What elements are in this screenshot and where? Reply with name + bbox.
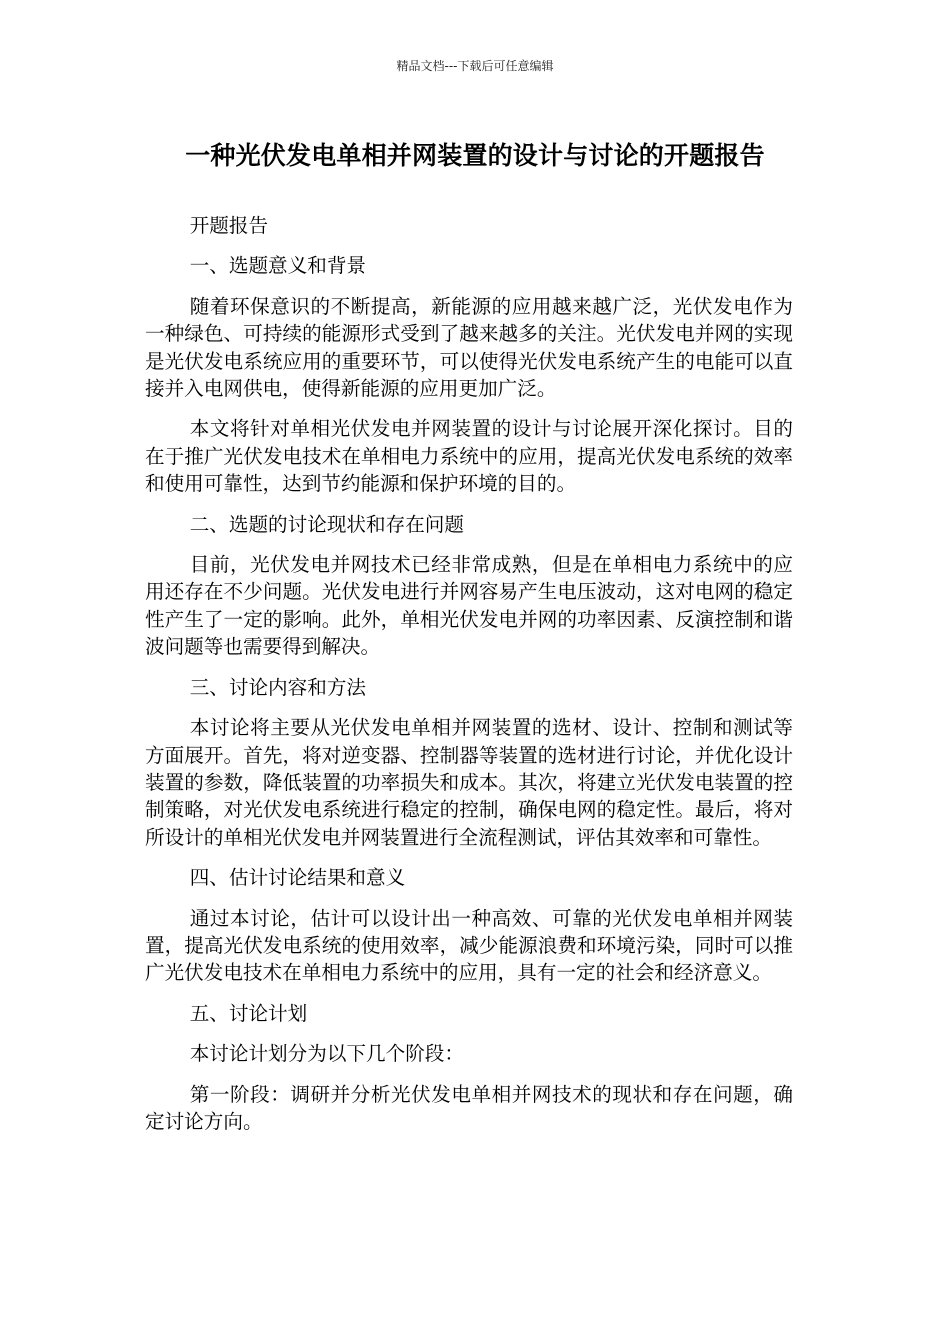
section-heading-5: 五、讨论计划 [189,1001,308,1025]
paragraph-phase-1: 第一阶段：调研并分析光伏发电单相并网技术的现状和存在问题，确定讨论方向。 [145,1082,793,1133]
paragraph-purpose: 本文将针对单相光伏发电并网装置的设计与讨论展开深化探讨。目的在于推广光伏发电技术在单相电力系统中的应用，提高光伏发电系统的效率和使用可靠性，达到节约能源和保护环境的目的。 [145,417,793,496]
paragraph-methods: 本讨论将主要从光伏发电单相并网装置的选材、设计、控制和测试等方面展开。首先，将对逆变器、控制器等装置的选材进行讨论，并优化设计装置的参数，降低装置的功率损失和成本。其次，将建立光伏发电装置的控制策略，对光伏发电系统进行稳定的控制，确保电网的稳定性。最后，将对所设计的单相光伏发电并网装置进行全流程测试，评估其效率和可靠性。 [145,716,793,849]
header-watermark: 精品文档---下载后可任意编辑 [396,59,554,73]
section-heading-2: 二、选题的讨论现状和存在问题 [189,512,464,536]
paragraph-current-status: 目前，光伏发电并网技术已经非常成熟，但是在单相电力系统中的应用还存在不少问题。光伏发电进行并网容易产生电压波动，这对电网的稳定性产生了一定的影响。此外，单相光伏发电并网的功率因素、反演控制和谐波问题等也需要得到解决。 [145,553,793,659]
document-title: 一种光伏发电单相并网装置的设计与讨论的开题报告 [185,141,765,170]
paragraph-plan-intro: 本讨论计划分为以下几个阶段： [189,1042,464,1066]
section-heading-4: 四、估计讨论结果和意义 [189,866,406,890]
paragraph-background: 随着环保意识的不断提高，新能源的应用越来越广泛，光伏发电作为一种绿色、可持续的能源形式受到了越来越多的关注。光伏发电并网的实现是光伏发电系统应用的重要环节，可以使得光伏发电系统产生的电能可以直接并入电网供电，使得新能源的应用更加广泛。 [145,294,793,401]
section-heading-1: 一、选题意义和背景 [189,254,367,278]
paragraph-expected-results: 通过本讨论，估计可以设计出一种高效、可靠的光伏发电单相并网装置，提高光伏发电系统的使用效率，减少能源浪费和环境污染，同时可以推广光伏发电技术在单相电力系统中的应用，具有一定的社会和经济意义。 [145,906,793,985]
document-body [145,212,793,1148]
section-label-report: 开题报告 [189,214,269,237]
section-heading-3: 三、讨论内容和方法 [189,675,367,699]
